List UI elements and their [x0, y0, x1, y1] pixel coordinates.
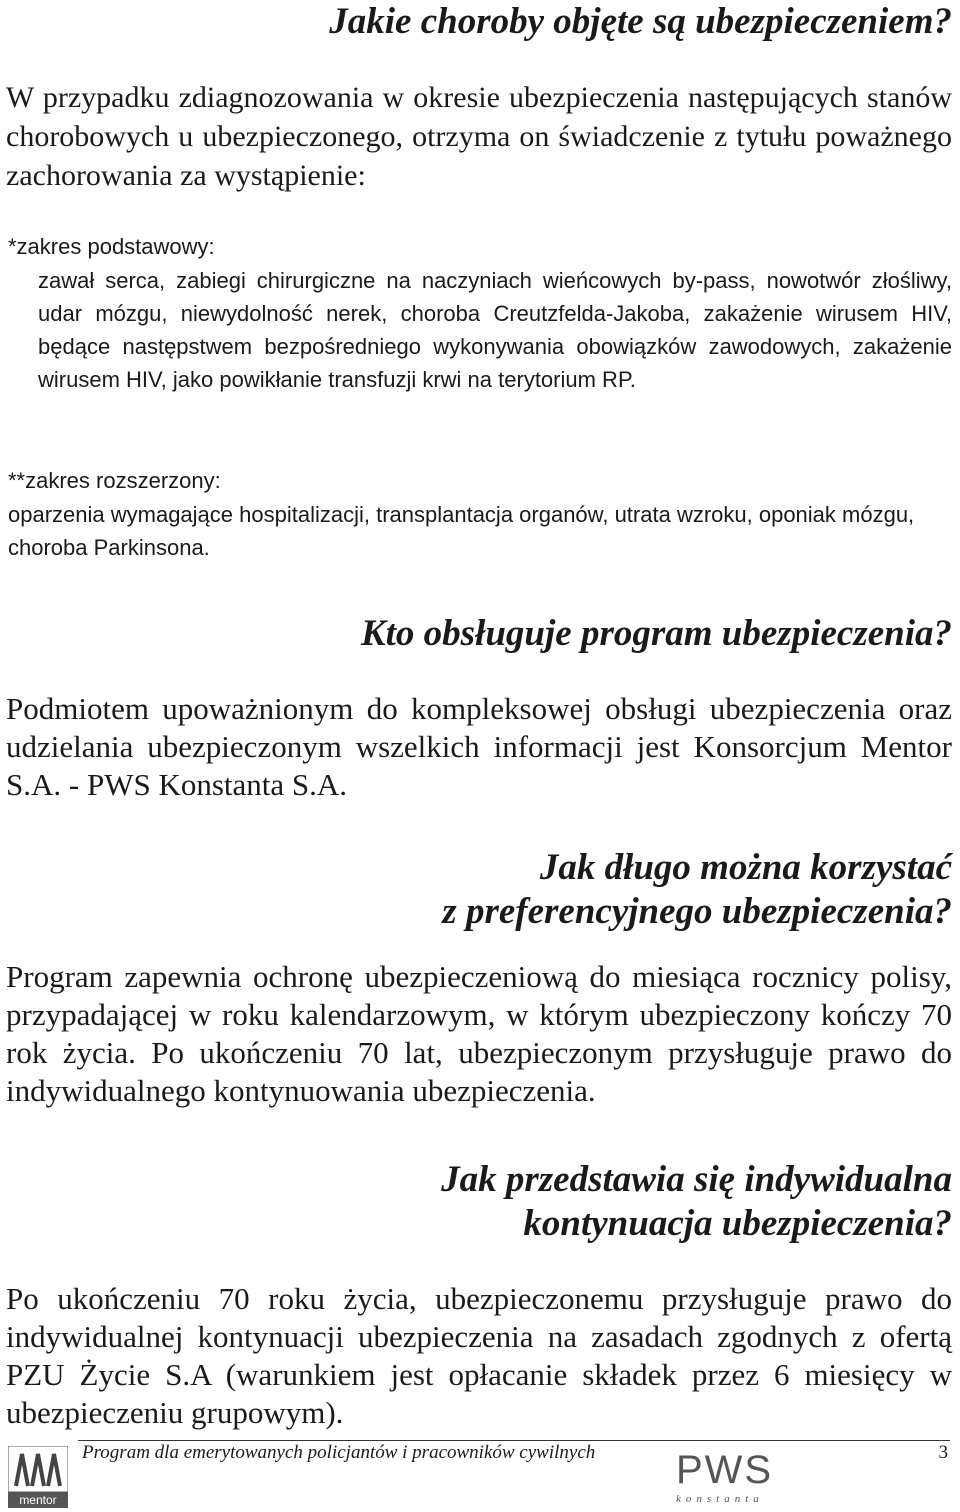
heading-duration-line2: z preferencyjnego ubezpieczenia? — [442, 891, 952, 932]
operator-text: Podmiotem upoważnionym do kompleksowej obsługi ubezpieczenia oraz udzielania ubezpieczonym wszelkich informacji jest Konsorcjum Mentor S.A. - PWS Konstanta S.A. — [6, 691, 952, 802]
heading-continuation-line2: kontynuacja ubezpieczenia? — [523, 1203, 952, 1244]
footer-rule — [78, 1440, 950, 1441]
basic-scope-text: zawał serca, zabiegi chirurgiczne na naczyniach wieńcowych by-pass, nowotwór złośliwy, udar mózgu, niewydolność nerek, choroba Creutzfelda-Jakoba, zakażenie wirusem HIV, będące następstwem bezpośredniego wykonywania obowiązków zawodowych, zakażenie wirusem HIV, jako powikłanie transfuzji krwi na terytorium RP. — [38, 268, 952, 392]
heading-diseases: Jakie choroby objęte są ubezpieczeniem? — [329, 1, 952, 42]
heading-duration-line1: Jak długo można korzystać — [539, 847, 952, 888]
mentor-logo-text: mentor — [8, 1492, 68, 1508]
heading-continuation-line1: Jak przedstawia się indywidualna — [441, 1159, 952, 1200]
footer-program-name: Program dla emerytowanych policjantów i pracowników cywilnych — [82, 1442, 596, 1463]
page-footer — [0, 1440, 960, 1512]
mentor-logo — [8, 1446, 68, 1508]
heading-operator: Kto obsługuje program ubezpieczenia? — [360, 613, 952, 654]
extended-scope-label: **zakres rozszerzony: — [8, 468, 221, 493]
pws-logo — [676, 1448, 786, 1510]
continuation-text: Po ukończeniu 70 roku życia, ubezpieczonemu przysługuje prawo do indywidualnej kontynuacji ubezpieczenia na zasadach zgodnych z ofertą PZU Życie S.A (warunkiem jest opłacanie składek przez 6 miesięcy w ubezpieczeniu grupowym). — [6, 1281, 952, 1430]
page-number: 3 — [938, 1442, 948, 1463]
pws-logo-text: PWS — [676, 1448, 774, 1492]
basic-scope-label: *zakres podstawowy: — [8, 234, 215, 259]
diseases-intro: W przypadku zdiagnozowania w okresie ubezpieczenia następujących stanów chorobowych u ubezpieczonego, otrzyma on świadczenie z tytułu poważnego zachorowania za wystąpienie: — [6, 81, 952, 192]
pws-logo-subtext: konstanta — [676, 1493, 764, 1505]
mentor-logo-icon — [8, 1446, 68, 1492]
duration-text: Program zapewnia ochronę ubezpieczeniową do miesiąca rocznicy polisy, przypadającej w roku kalendarzowym, w którym ubezpieczony kończy 70 rok życia. Po ukończeniu 70 lat, ubezpieczonym przysługuje prawo do indywidualnego kontynuowania ubezpieczenia. — [6, 959, 952, 1108]
extended-scope-text: oparzenia wymagające hospitalizacji, transplantacja organów, utrata wzroku, oponiak mózgu, choroba Parkinsona. — [8, 502, 915, 560]
